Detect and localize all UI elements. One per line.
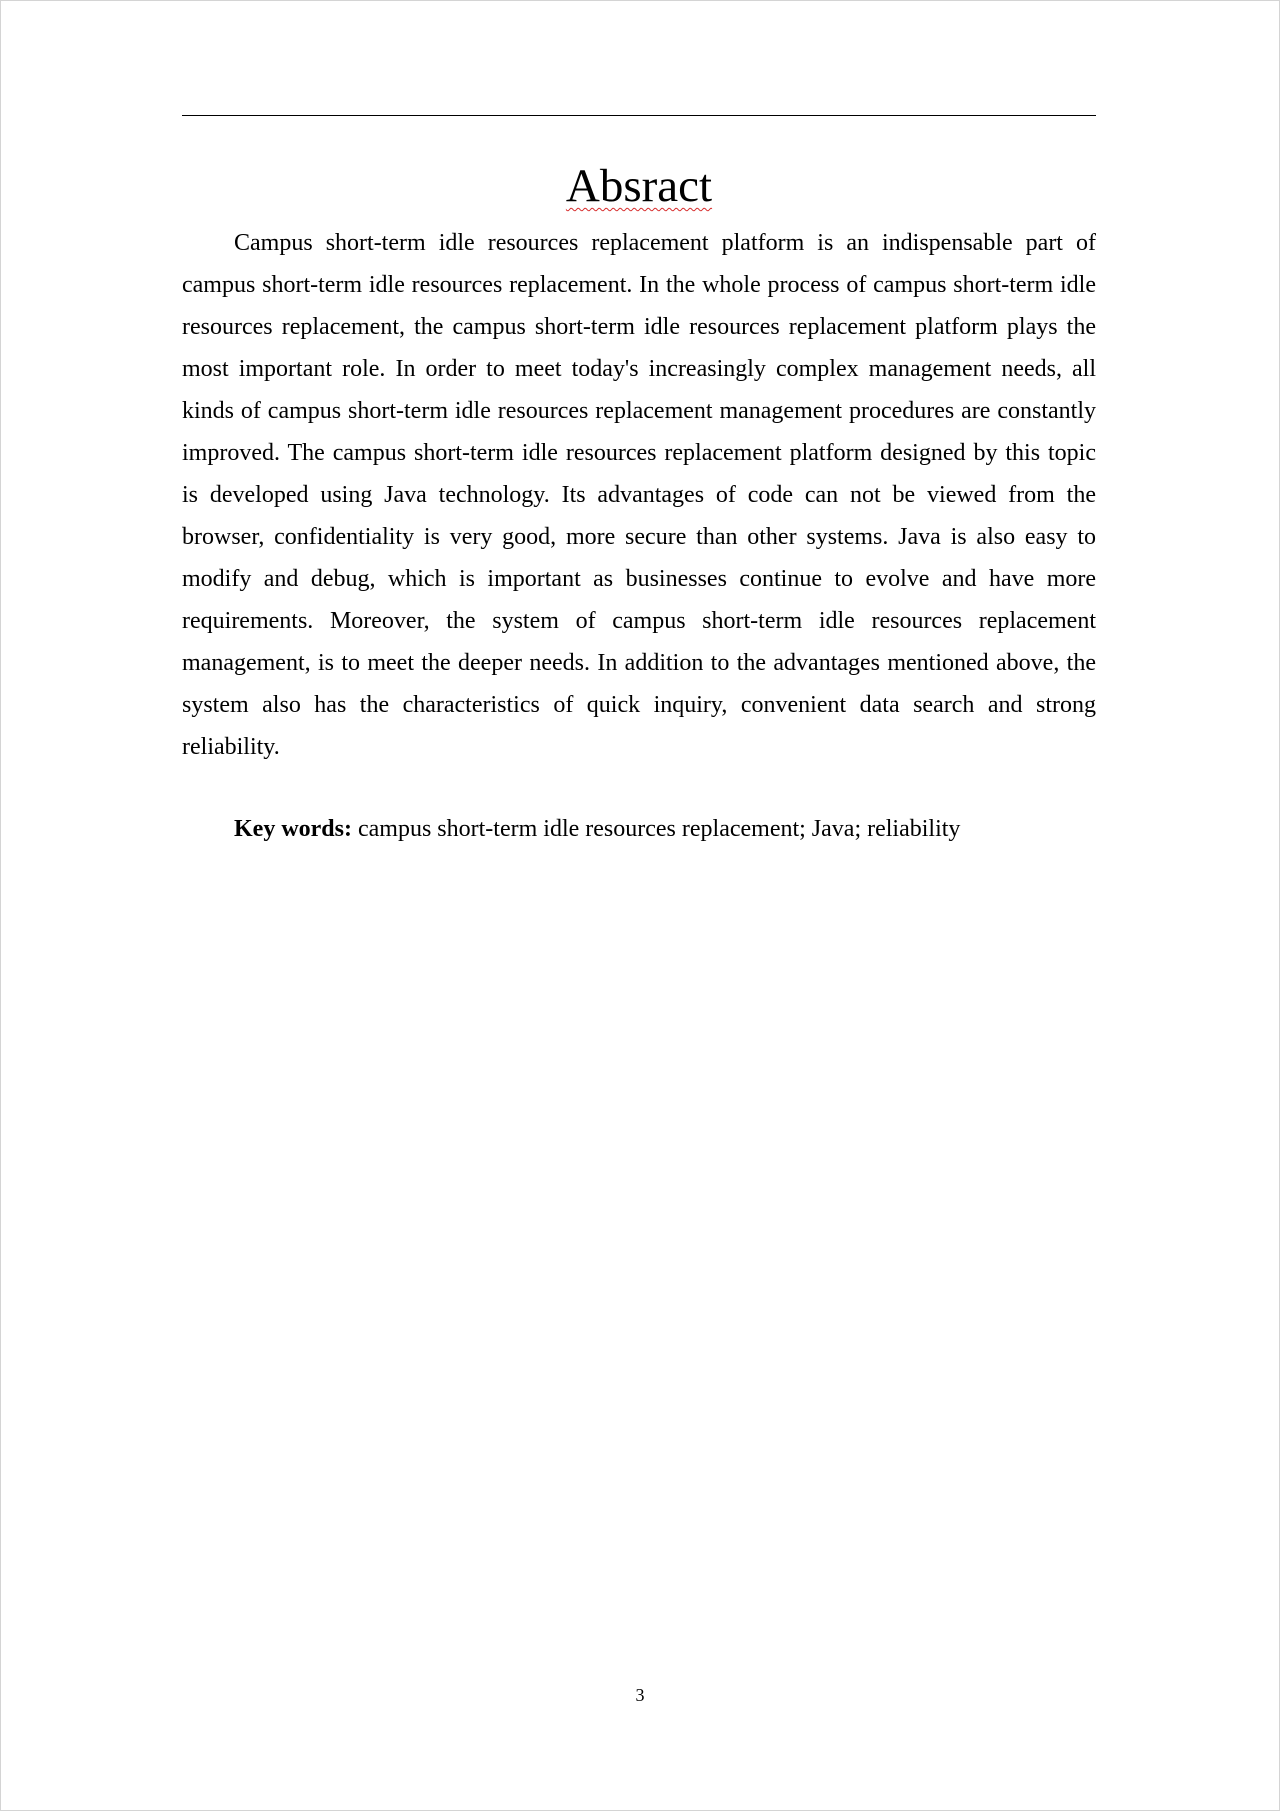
page-title-text: Absract (565, 160, 713, 212)
page-title (182, 156, 1096, 216)
abstract-paragraph: Campus short-term idle resources replacement platform is an indispensable part of campus short-term idle resources replacement. In the whole process of campus short-term idle resources replacement, the campus short-term idle resources replacement platform plays the most important role. In order to meet today's increasingly complex management needs, all kinds of campus short-term idle resources replacement management procedures are constantly improved. The campus short-term idle resources replacement platform designed by this topic is developed using Java technology. Its advantages of code can not be viewed from the browser, confidentiality is very good, more secure than other systems. Java is also easy to modify and debug, which is important as businesses continue to evolve and have more requirements. Moreover, the system of campus short-term idle resources replacement management, is to meet the deeper needs. In addition to the advantages mentioned above, the system also has the characteristics of quick inquiry, convenient data search and strong reliability. (182, 230, 1096, 760)
keywords-line (234, 808, 1096, 850)
keywords-label: Key words: (234, 816, 352, 842)
keywords-text: campus short-term idle resources replacement; Java; reliability (357, 816, 961, 842)
page-number: 3 (635, 1685, 645, 1705)
header-rule (182, 115, 1096, 116)
